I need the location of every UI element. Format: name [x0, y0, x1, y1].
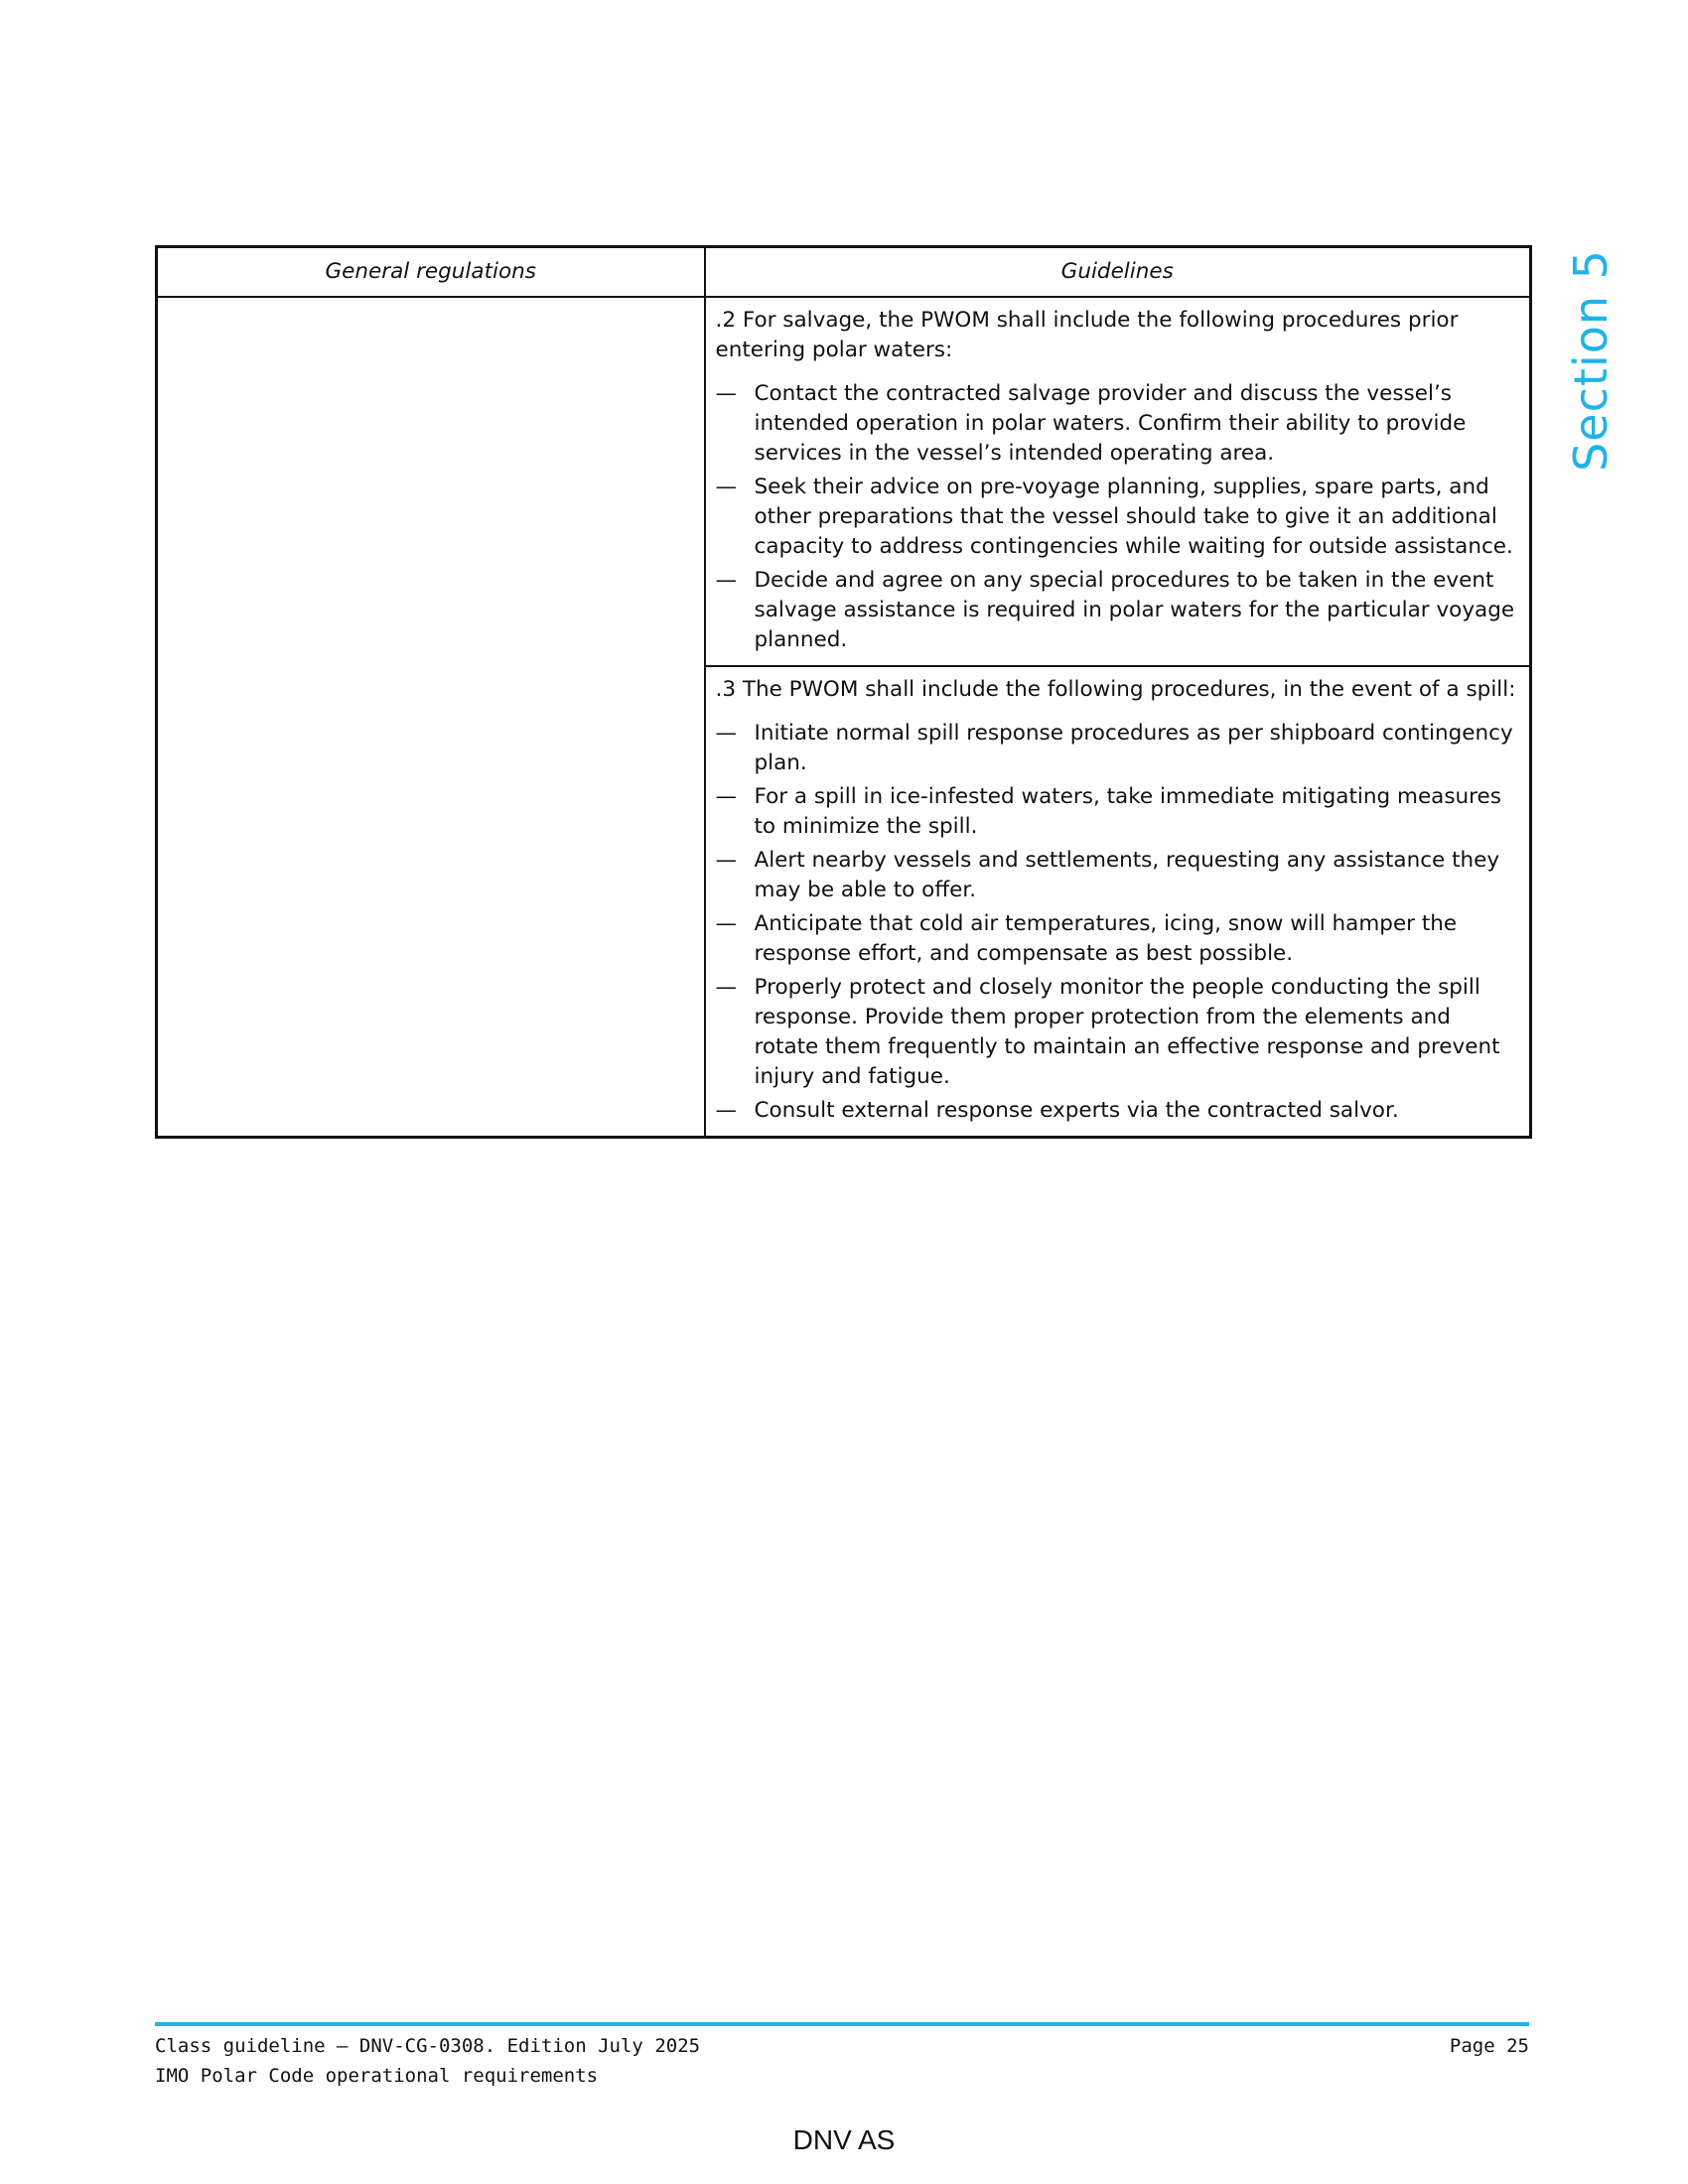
dash-bullet: —: [715, 721, 737, 746]
list-item: [716, 782, 1522, 842]
dash-bullet: —: [715, 784, 737, 809]
section-tab: [1557, 249, 1624, 472]
footer-left: [155, 2031, 700, 2091]
list-item-text: Seek their advice on pre-voyage planning, supplies, spare parts, and other preparations that the vessel should take to give it an additional capacity to address contingencies while waiting for outside assistance.: [754, 475, 1513, 559]
salvage-list: [716, 379, 1522, 655]
list-item-text: Anticipate that cold air temperatures, icing, snow will hamper the response effort, and compensate as best possible.: [754, 911, 1458, 966]
table-header-row: [157, 247, 1531, 298]
dash-bullet: —: [715, 381, 737, 406]
dash-bullet: —: [715, 848, 737, 873]
header-general-regulations: General regulations: [157, 247, 705, 298]
guidelines-cell-spill: [705, 666, 1531, 1138]
spill-intro: .3 The PWOM shall include the following procedures, in the event of a spill:: [715, 677, 1516, 702]
list-item-text: For a spill in ice-infested waters, take immediate mitigating measures to minimize the spill.: [754, 784, 1501, 839]
list-item: [716, 846, 1522, 905]
list-item: [716, 719, 1522, 778]
dash-bullet: —: [715, 911, 737, 936]
dash-bullet: —: [715, 568, 737, 593]
list-item-text: Consult external response experts via the contracted salvor.: [754, 1098, 1399, 1123]
dash-bullet: —: [715, 1098, 737, 1123]
general-regulations-cell: [157, 297, 705, 1138]
list-item: [716, 473, 1522, 562]
page-number: Page 25: [1449, 2035, 1529, 2057]
list-item-text: Initiate normal spill response procedures as per shipboard contingency plan.: [754, 721, 1513, 775]
footer-document-id: Class guideline — DNV-CG-0308. Edition July 2025: [155, 2035, 701, 2057]
footer-rule: [155, 2022, 1529, 2026]
list-item-text: Properly protect and closely monitor the people conducting the spill response. Provide them proper protection from the elements and rotate them frequently to maintain an effective response and prevent injury and fatigue.: [754, 975, 1500, 1089]
dash-bullet: —: [715, 475, 737, 499]
company-name: DNV AS: [792, 2124, 896, 2155]
regulations-table: [155, 245, 1532, 1139]
list-item-text: Alert nearby vessels and settlements, requesting any assistance they may be able to offer.: [754, 848, 1500, 902]
header-guidelines: Guidelines: [705, 247, 1531, 298]
section-label: Section 5: [1564, 249, 1618, 472]
salvage-intro: .2 For salvage, the PWOM shall include the following procedures prior entering polar waters:: [715, 308, 1459, 362]
footer-document-title: IMO Polar Code operational requirements: [155, 2065, 599, 2087]
spill-list: [716, 719, 1522, 1126]
list-item: [716, 379, 1522, 469]
guidelines-cell-salvage: [705, 297, 1531, 666]
list-item: [716, 909, 1522, 969]
list-item: [716, 1096, 1522, 1126]
list-item: [716, 973, 1522, 1092]
list-item-text: Decide and agree on any special procedures to be taken in the event salvage assistance is required in polar waters for the particular voyage planned.: [754, 568, 1515, 652]
list-item: [716, 566, 1522, 655]
table-row: [157, 297, 1531, 666]
dash-bullet: —: [715, 975, 737, 1000]
list-item-text: Contact the contracted salvage provider and discuss the vessel’s intended operation in polar waters. Confirm their ability to provide services in the vessel’s intended operating area.: [754, 381, 1467, 466]
